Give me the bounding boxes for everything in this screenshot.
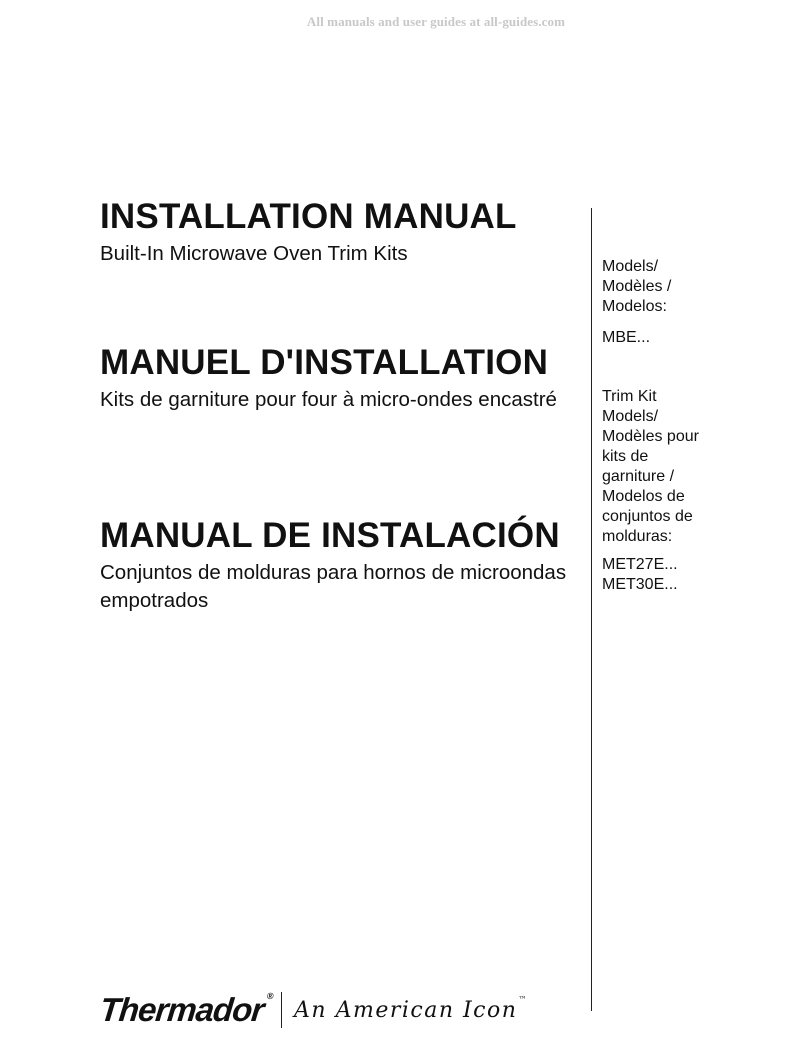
models-value (602, 328, 802, 348)
trim-label-line: conjuntos de (602, 508, 693, 525)
logo-separator (281, 992, 282, 1028)
trademark-mark: ™ (518, 995, 528, 1005)
registered-mark: ® (266, 991, 274, 1001)
models-value-line: MBE... (602, 329, 651, 346)
trim-label-line: Modèles pour (602, 428, 699, 445)
trim-label-line: garniture / (602, 468, 675, 485)
watermark-text: All manuals and user guides at all-guides.com (306, 14, 566, 29)
trim-kit-models-value (602, 555, 802, 595)
section-french (100, 342, 570, 414)
section-spanish (100, 515, 570, 615)
tagline-text: An American Icon (294, 997, 518, 1023)
title-spanish: MANUAL DE INSTALACIÓN (100, 516, 560, 555)
subtitle-french: Kits de garniture pour four à micro-ondes encastré (100, 388, 557, 411)
trim-label-line: kits de (602, 448, 649, 465)
title-french: MANUEL D'INSTALLATION (100, 343, 549, 382)
trim-label-line: molduras: (602, 528, 673, 545)
trim-label-line: Trim Kit (602, 388, 657, 405)
trim-kit-models-label (602, 387, 802, 547)
trim-label-line: Models/ (602, 408, 659, 425)
vertical-divider (591, 208, 592, 1011)
section-english (100, 196, 517, 268)
title-english: INSTALLATION MANUAL (100, 197, 517, 236)
models-label-line: Modèles / (602, 278, 672, 295)
subtitle-spanish: Conjuntos de molduras para hornos de microondas empotrados (100, 561, 567, 612)
models-label-line: Modelos: (602, 298, 667, 315)
trim-value-line: MET30E... (602, 576, 678, 593)
thermador-logo (100, 985, 528, 1035)
trim-label-line: Modelos de (602, 488, 685, 505)
trim-value-line: MET27E... (602, 556, 678, 573)
brand-name: Thermador (98, 991, 266, 1028)
models-label-line: Models/ (602, 258, 659, 275)
models-label (602, 257, 802, 317)
brand-wordmark (98, 991, 273, 1029)
subtitle-english: Built-In Microwave Oven Trim Kits (100, 242, 408, 265)
brand-tagline (294, 995, 528, 1023)
